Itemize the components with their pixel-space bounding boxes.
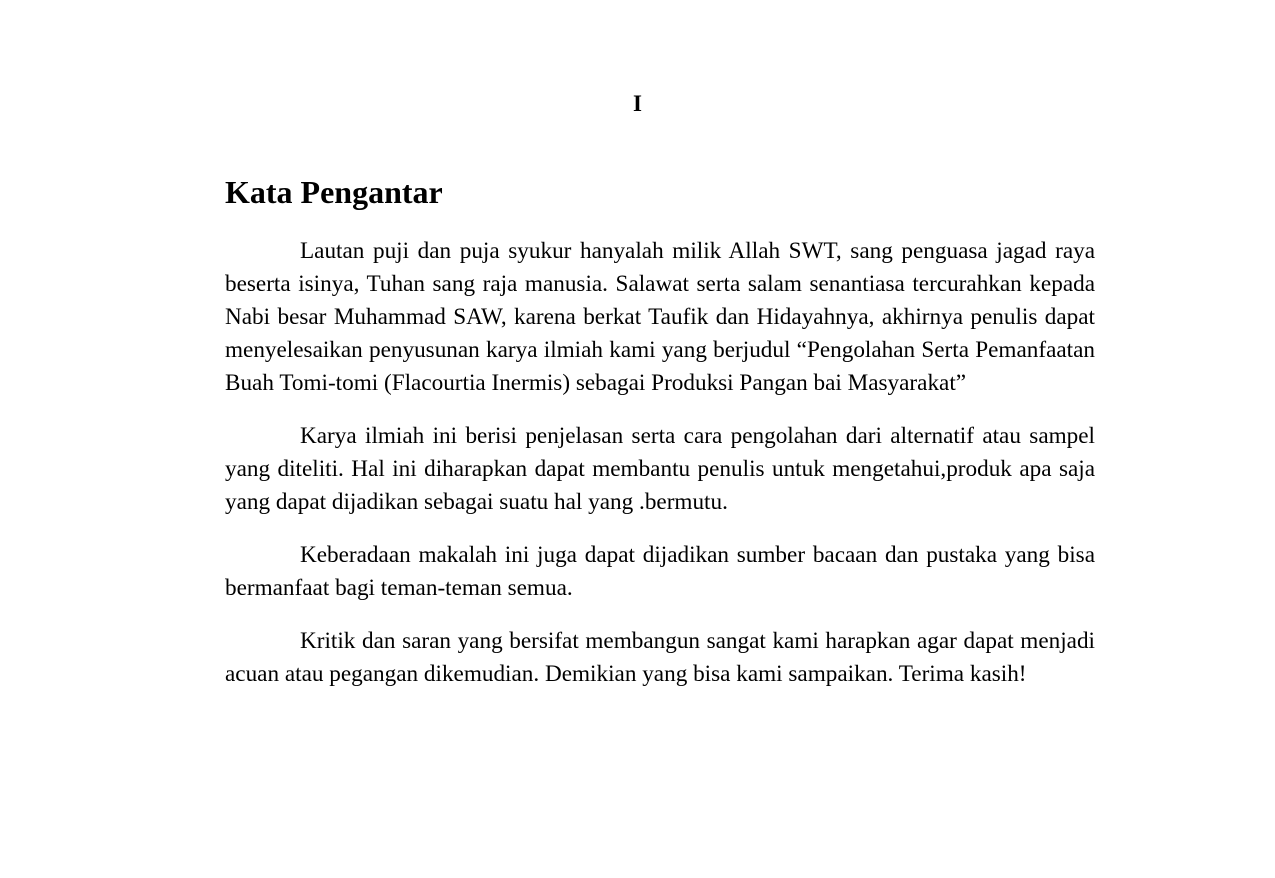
page-title: Kata Pengantar: [225, 174, 443, 210]
body-text: [225, 235, 1095, 711]
page-number: I: [633, 91, 642, 116]
paragraph-4: Kritik dan saran yang bersifat membangun sangat kami harapkan agar dapat menjadi acuan atau pegangan dikemudian. Demikian yang bisa kami sampaikan. Terima kasih!: [225, 628, 1095, 687]
paragraph-3: Keberadaan makalah ini juga dapat dijadikan sumber bacaan dan pustaka yang bisa bermanfaat bagi teman-teman semua.: [225, 542, 1095, 601]
paragraph-2: Karya ilmiah ini berisi penjelasan serta cara pengolahan dari alternatif atau sampel yang diteliti. Hal ini diharapkan dapat membantu penulis untuk mengetahui,produk apa saja yang dapat dijadikan sebagai suatu hal yang .bermutu.: [225, 423, 1095, 515]
paragraph-1: Lautan puji dan puja syukur hanyalah milik Allah SWT, sang penguasa jagad raya beserta isinya, Tuhan sang raja manusia. Salawat serta salam senantiasa tercurahkan kepada Nabi besar Muhammad SAW, karena berkat Taufik dan Hidayahnya, akhirnya penulis dapat menyelesaikan penyusunan karya ilmiah kami yang berjudul “Pengolahan Serta Pemanfaatan Buah Tomi-tomi (Flacourtia Inermis) sebagai Produksi Pangan bai Masyarakat”: [225, 238, 1095, 396]
